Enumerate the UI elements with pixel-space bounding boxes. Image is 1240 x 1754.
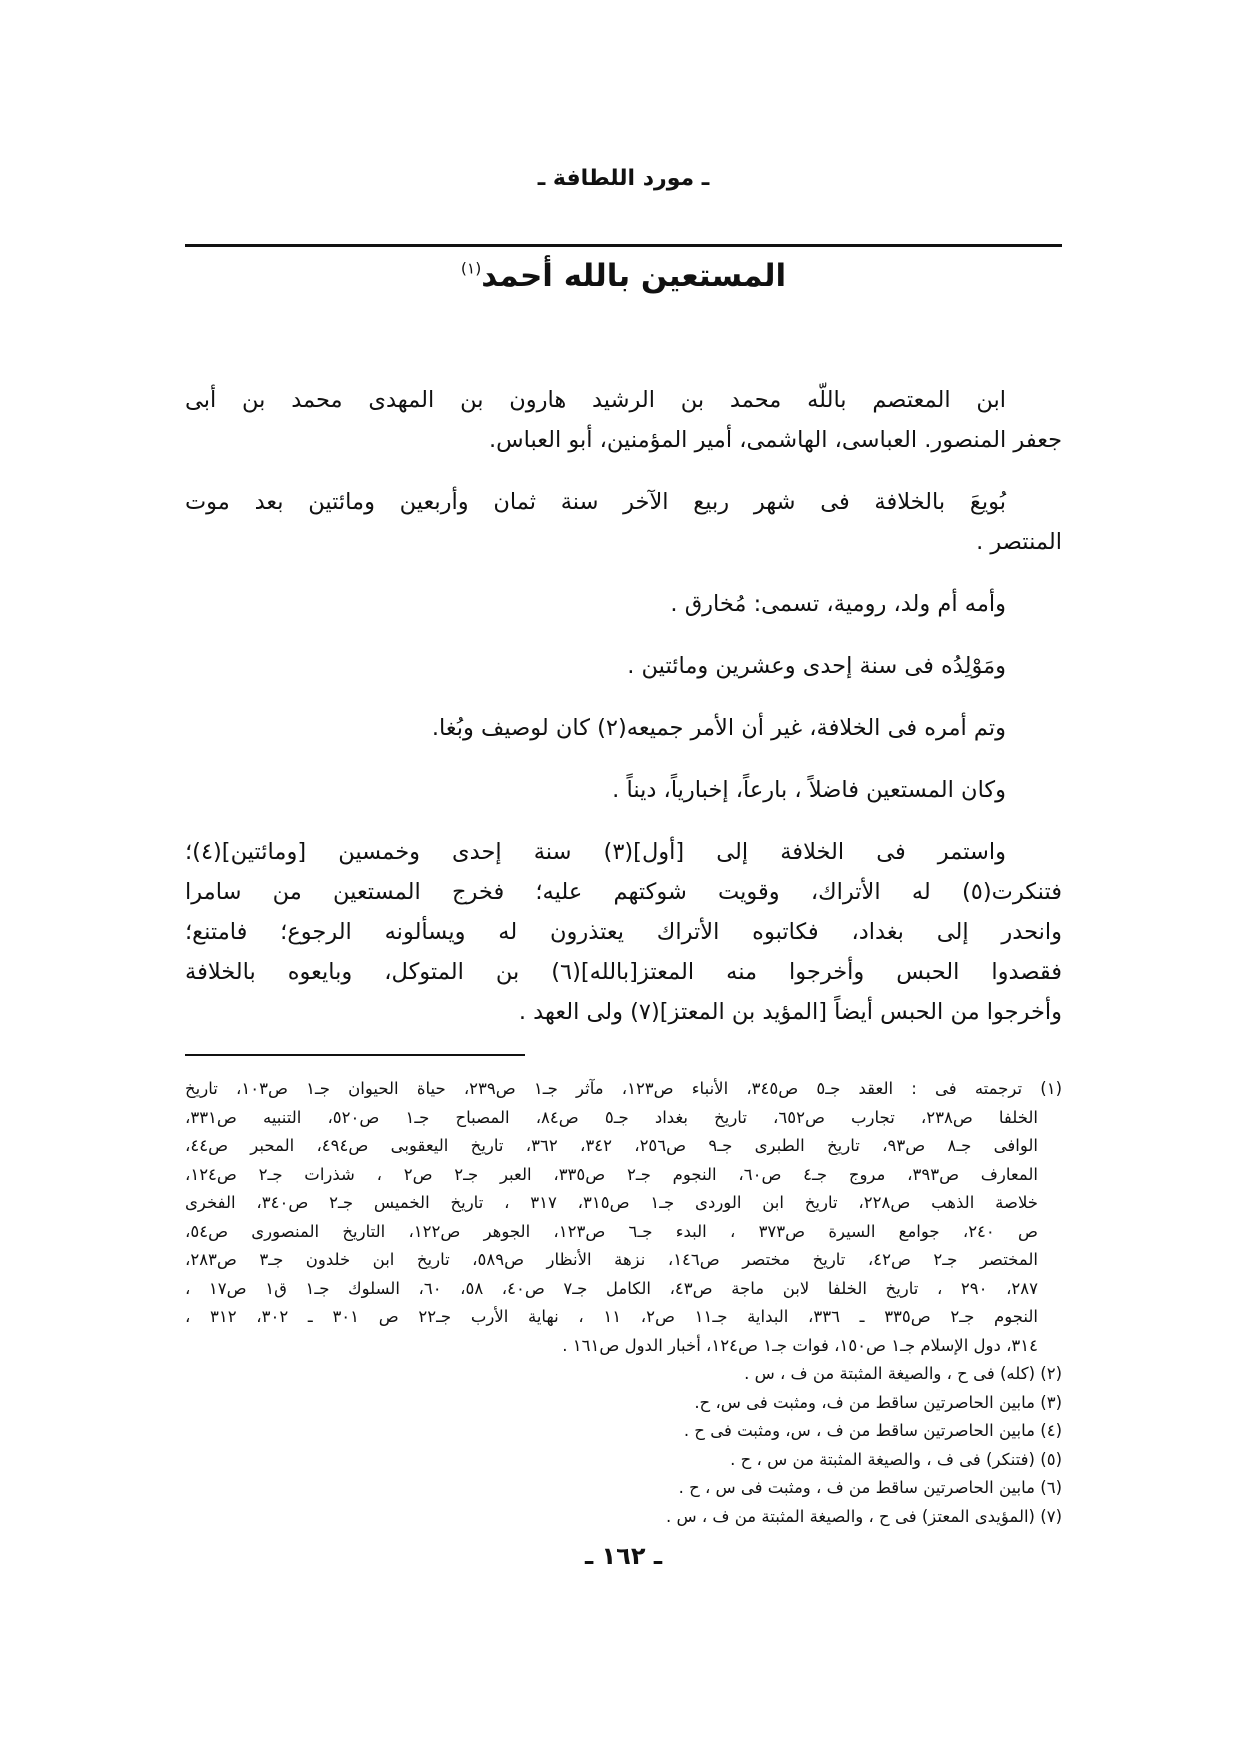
text-line: فتنكرت(٥) له الأتراك، وقويت شوكتهم عليه؛ فخرج المستعين من سامرا [185,879,1062,905]
footnote: (٧) (المؤيدى المعتز) فى ح ، والصيغة المثبتة من ف ، س . [665,1506,1062,1526]
paragraph [185,832,1062,1032]
footnote-1-line: ٢٨٧، ٢٩٠ ، تاريخ الخلفا لابن ماجة ص٤٣، الكامل جـ٧ ص٤٠، ٥٨، ٦٠، السلوك جـ١ ق١ ص١٧ ، [185,1278,1038,1298]
chapter-title [185,258,1062,294]
paragraph [185,482,1062,562]
text-line: المنتصر . [976,529,1062,555]
footnote-1-line: النجوم جـ٢ ص٣٣٥ ـ ٣٣٦، البداية جـ١١ ص٢، ١١ ، نهاية الأرب جـ٢٢ ص ٣٠١ ـ ٣٠٢، ٣١٢ ، [185,1307,1038,1326]
running-head: ـ مورد اللطافة ـ [537,166,710,191]
text-line: ومَوْلِدُه فى سنة إحدى وعشرين ومائتين . [627,653,1006,679]
body-text [185,380,1062,1054]
title-footnote-ref: (١) [460,259,482,278]
footnote-1-line: (١) ترجمته فى : العقد جـ٥ ص٣٤٥، الأنباء ص١٢٣، مآثر جـ١ ص٢٣٩، حياة الحيوان جـ١ ص١٠٣، تاريخ [185,1079,1063,1098]
footnotes [185,1075,1062,1531]
text-line: وانحدر إلى بغداد، فكاتبوه الأتراك يعتذرون له ويسألونه الرجوع؛ فامتنع؛ [185,919,1062,945]
text-line: جعفر المنصور. العباسى، الهاشمى، أمير المؤمنين، أبو العباس. [489,427,1062,453]
footnote: (٥) (فتنكر) فى ف ، والصيغة المثبتة من س ، ح . [730,1449,1062,1469]
paragraph [185,708,1062,748]
page-number: ـ ١٦٢ ـ [584,1542,663,1570]
footnote: (٤) مابين الحاصرتين ساقط من ف ، س، ومثبت فى ح . [683,1421,1062,1440]
paragraph [185,380,1062,460]
text-line: وتم أمره فى الخلافة، غير أن الأمر جميعه(٢) كان لوصيف وبُغا. [431,715,1006,741]
paragraph [185,646,1062,686]
footnote-rule [185,1054,525,1056]
text-line: وأمه أم ولد، رومية، تسمى: مُخارق . [670,591,1006,617]
text-line: بُويعَ بالخلافة فى شهر ربيع الآخر سنة ثمان وأربعين ومائتين بعد موت [185,489,1006,515]
footnote-1-line: الوافى جـ٨ ص٩٣، تاريخ الطبرى جـ٩ ص٢٥٦، ٣٤٢، ٣٦٢، تاريخ اليعقوبى ص٤٩٤، المحبر ص٤٤، [185,1136,1038,1155]
footnote-1-line: المختصر جـ٢ ص٤٢، تاريخ مختصر ص١٤٦، نزهة الأنظار ص٥٨٩، تاريخ ابن خلدون جـ٣ ص٢٨٣، [185,1250,1038,1269]
text-line: وكان المستعين فاضلاً ، بارعاً، إخبارياً، ديناً . [612,777,1006,803]
text-line: فقصدوا الحبس وأخرجوا منه المعتز[بالله](٦) بن المتوكل، وبايعوه بالخلافة [185,959,1062,985]
footnote-1-line: ص ٢٤٠، جوامع السيرة ص٣٧٣ ، البدء جـ٦ ص١٢٣، الجوهر ص١٢٢، التاريخ المنصورى ص٥٤، [185,1221,1038,1241]
footnote-1-line: خلاصة الذهب ص٢٢٨، تاريخ ابن الوردى جـ١ ص٣١٥، ٣١٧ ، تاريخ الخميس جـ٢ ص٣٤٠، الفخرى [185,1193,1038,1212]
footnote-1-line: الخلفا ص٢٣٨، تجارب ص٦٥٢، تاريخ بغداد جـ٥ ص٨٤، المصباح جـ١ ص٥٢٠، التنبيه ص٣٣١، [185,1107,1038,1127]
text-line: وأخرجوا من الحبس أيضاً [المؤيد بن المعتز](٧) ولى العهد . [518,999,1062,1025]
footnote-1-line: ٣١٤، دول الإسلام جـ١ ص١٥٠، فوات جـ١ ص١٢٤، أخبار الدول ص١٦١ . [562,1335,1038,1355]
footnote: (٢) (كله) فى ح ، والصيغة المثبتة من ف ، س . [744,1364,1062,1383]
footnote: (٣) مابين الحاصرتين ساقط من ف، ومثبت فى س، ح. [694,1392,1062,1412]
footnote-1-line: المعارف ص٣٩٣، مروج جـ٤ ص٦٠، النجوم جـ٢ ص٣٣٥، العبر جـ٢ ص٢ ، شذرات جـ٢ ص١٢٤، [185,1164,1038,1184]
paragraph [185,584,1062,624]
paragraph [185,770,1062,810]
text-line: ابن المعتصم باللّه محمد بن الرشيد هارون بن المهدى محمد بن أبى [185,387,1006,413]
footnote: (٦) مابين الحاصرتين ساقط من ف ، ومثبت فى س ، ح . [678,1478,1062,1497]
header-rule [185,244,1062,247]
text-line: واستمر فى الخلافة إلى [أول](٣) سنة إحدى وخمسين [ومائتين](٤)؛ [185,839,1006,865]
title-text: المستعين بالله أحمد [481,258,787,294]
